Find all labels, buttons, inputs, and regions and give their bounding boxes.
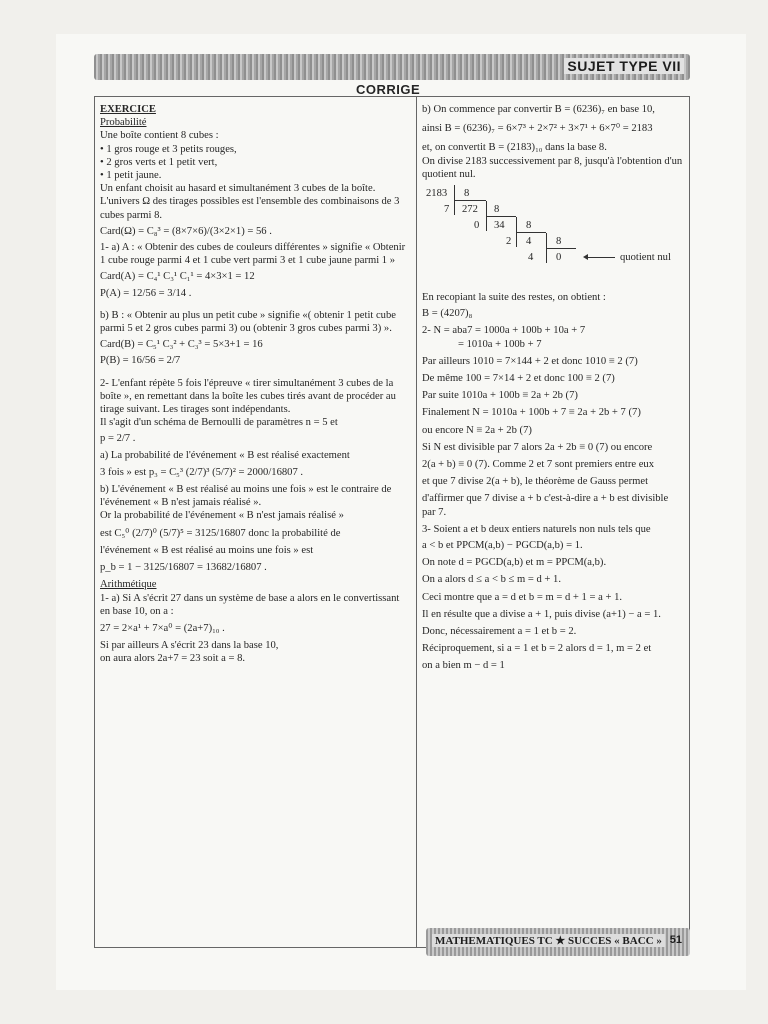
text-line: L'univers Ω des tirages possibles est l'ensemble des combinaisons de 3 cubes parmi 8.	[100, 196, 400, 221]
left-column	[95, 97, 417, 947]
formula-line: Card(A) = C₄¹ C₃¹ C₁¹ = 4×3×1 = 12	[100, 271, 255, 283]
formula-line: p = 2/7 .	[100, 433, 136, 445]
document-page	[56, 34, 746, 990]
quotient-1: 272	[462, 204, 478, 216]
text-line: on aura alors 2a+7 = 23 soit a = 8.	[100, 653, 246, 665]
formula-line: est C₅⁰ (2/7)⁰ (5/7)⁵ = 3125/16807 donc la probabilité de	[100, 527, 341, 539]
right-column	[417, 97, 689, 947]
formula-line: De même 100 = 7×14 + 2 et donc 100 ≡ 2 (7)	[422, 373, 615, 385]
footer-title: MATHEMATIQUES TC ★ SUCCES « BACC »	[432, 934, 665, 947]
text-line: b) On commence par convertir B = (6236)₇ en base 10,	[422, 104, 655, 115]
text-line: Réciproquement, si a = 1 et b = 2 alors d = 1, m = 2 et	[422, 643, 652, 655]
divisor-2: 8	[494, 204, 500, 216]
remainder-2: 0	[474, 220, 480, 232]
text-line: d'affirmer que 7 divise a + b c'est-à-dire a + b est divisible	[422, 493, 669, 505]
text-line: On a alors d ≤ a < b ≤ m = d + 1.	[422, 574, 562, 586]
quotient-2: 34	[494, 220, 505, 232]
remainder-4: 4	[528, 252, 534, 264]
dividend-1: 2183	[426, 188, 448, 200]
text-line: b) L'événement « B est réalisé au moins une fois » est le contraire de l'événement « B n'est jamais réalisé ».	[100, 484, 392, 509]
formula-line: 3 fois » est p₃ = C₅³ (2/7)³ (5/7)² = 2000/16807 .	[100, 466, 304, 478]
text-line: • 1 petit jaune.	[100, 170, 162, 182]
text-line: 1- a) A : « Obtenir des cubes de couleurs différentes » signifie « Obtenir 1 cube rouge parmi 4 et 1 cube vert parmi 3 et 1 cube jaune parmi 1 »	[100, 242, 406, 267]
header-band	[94, 54, 690, 80]
remainder-3: 2	[506, 236, 512, 248]
formula-line: ou encore N ≡ 2a + 2b (7)	[422, 424, 532, 436]
text-line: Un enfant choisit au hasard et simultanément 3 cubes de la boîte.	[100, 183, 376, 195]
arithmetique-heading: Arithmétique	[100, 579, 157, 591]
formula-line: P(B) = 16/56 = 2/7	[100, 355, 181, 367]
divisor-3: 8	[526, 220, 532, 232]
text-line: Si par ailleurs A s'écrit 23 dans la base 10,	[100, 640, 279, 652]
content-frame	[94, 96, 690, 948]
text-line: et, on convertit B = (2183)₁₀ dans la base 8.	[422, 142, 607, 154]
formula-line: P(A) = 12/56 = 3/14 .	[100, 287, 192, 299]
formula-line: Par suite 1010a + 100b ≡ 2a + 2b (7)	[422, 390, 578, 402]
text-line: et que 7 divise 2(a + b), le théorème de Gauss permet	[422, 476, 649, 488]
text-line: En recopiant la suite des restes, on obtient :	[422, 292, 606, 304]
page-number: 51	[669, 934, 682, 946]
text-line: Il s'agit d'un schéma de Bernoulli de paramètres n = 5 et	[100, 417, 338, 429]
formula-line: Finalement N = 1010a + 100b + 7 ≡ 2a + 2b + 7 (7)	[422, 407, 641, 419]
text-line: Il en résulte que a divise a + 1, puis divise (a+1) − a = 1.	[422, 608, 661, 620]
quotient-3: 4	[526, 236, 532, 248]
formula-line: Card(B) = C₅¹ C₃² + C₃³ = 5×3+1 = 16	[100, 339, 263, 351]
arrow-icon	[587, 257, 615, 258]
text-line: b) B : « Obtenir au plus un petit cube » signifie «( obtenir 1 petit cube parmi 5 et 2 gros cubes parmi 3) ou (obtenir 3 gros cubes parmi 3) ».	[100, 309, 396, 335]
sujet-title: SUJET TYPE VII	[564, 58, 684, 74]
formula-line: = 1010a + 100b + 7	[458, 338, 542, 350]
text-line: 3- Soient a et b deux entiers naturels non nuls tels que	[422, 523, 651, 535]
text-line: • 1 gros rouge et 3 petits rouges,	[100, 143, 237, 155]
text-line: 2- L'enfant répète 5 fois l'épreuve « tirer simultanément 3 cubes de la boîte », en remettant dans la boîte les cubes tirés avant de procéder au tirage suivant. Les tirages sont indépendants.	[100, 377, 396, 416]
divisor-1: 8	[464, 188, 470, 200]
text-line: 2(a + b) ≡ 0 (7). Comme 2 et 7 sont premiers entre eux	[422, 459, 655, 471]
footer-band	[426, 928, 690, 956]
remainder-1: 7	[444, 204, 450, 216]
corrige-title: CORRIGE	[356, 82, 421, 97]
division-table	[422, 185, 684, 277]
text-line: Donc, nécessairement a = 1 et b = 2.	[422, 626, 577, 638]
formula-line: Par ailleurs 1010 = 7×144 + 2 et donc 1010 ≡ 2 (7)	[422, 355, 638, 367]
divisor-4: 8	[556, 236, 562, 248]
text-line: On divise 2183 successivement par 8, jusqu'à l'obtention d'un quotient nul.	[422, 155, 683, 180]
text-line: a) La probabilité de l'événement « B est réalisé exactement	[100, 449, 350, 461]
text-line: par 7.	[422, 506, 447, 518]
formula-line: a < b et PPCM(a,b) − PGCD(a,b) = 1.	[422, 540, 583, 552]
formula-line: Card(Ω) = C₈³ = (8×7×6)/(3×2×1) = 56 .	[100, 225, 272, 237]
text-line: on a bien m − d = 1	[422, 660, 505, 672]
formula-line: ainsi B = (6236)₇ = 6×7³ + 2×7² + 3×7¹ + 6×7⁰ = 2183	[422, 123, 653, 135]
quotient-4: 0	[556, 252, 562, 264]
exercice-heading: EXERCICE	[100, 104, 156, 115]
text-line: 1- a) Si A s'écrit 27 dans un système de base a alors en le convertissant en base 10, on a :	[100, 592, 400, 617]
quotient-nul-label: quotient nul	[620, 252, 671, 264]
formula-line: 27 = 2×a¹ + 7×a⁰ = (2a+7)₁₀ .	[100, 622, 225, 634]
text-line: l'événement « B est réalisé au moins une fois » est	[100, 544, 314, 556]
text-line: Une boîte contient 8 cubes :	[100, 130, 219, 142]
text-line: Si N est divisible par 7 alors 2a + 2b ≡ 0 (7) ou encore	[422, 441, 653, 453]
text-line: Ceci montre que a = d et b = m = d + 1 = a + 1.	[422, 591, 623, 603]
text-line: Or la probabilité de l'événement « B n'est jamais réalisé »	[100, 510, 344, 522]
formula-line: p_b = 1 − 3125/16807 = 13682/16807 .	[100, 562, 267, 574]
formula-line: B = (4207)₈	[422, 308, 473, 320]
text-line: • 2 gros verts et 1 petit vert,	[100, 156, 218, 168]
formula-line: 2- N = aba7 = 1000a + 100b + 10a + 7	[422, 325, 586, 337]
text-line: On note d = PGCD(a,b) et m = PPCM(a,b).	[422, 557, 607, 569]
probabilite-heading: Probabilité	[100, 117, 147, 129]
